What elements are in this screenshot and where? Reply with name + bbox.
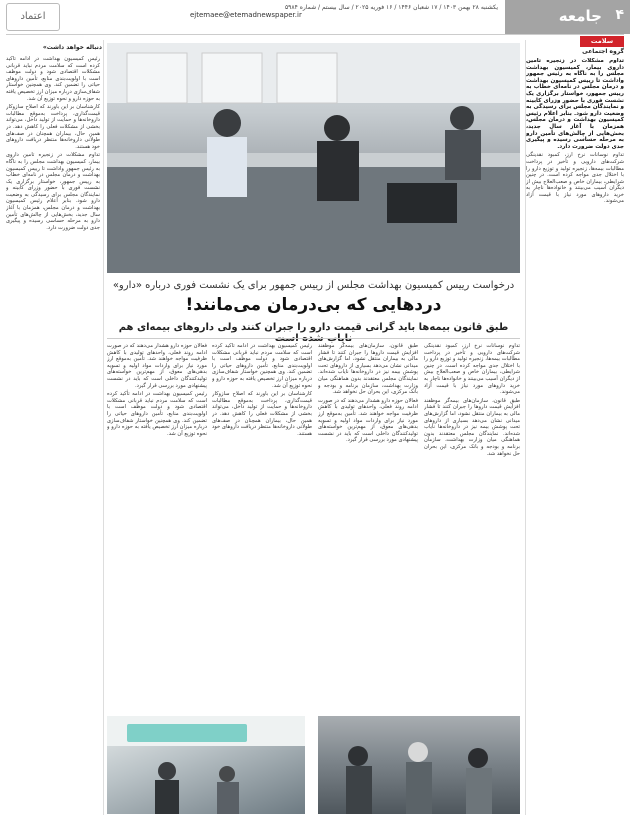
queue-photo	[318, 716, 520, 814]
issue-info: یکشنبه ۲۸ بهمن ۱۴۰۳ / ۱۷ شعبان ۱۴۴۶ / ۱۶ فوریه ۲۰۲۵ / سال بیستم / شماره ۵۹۸۴	[284, 4, 498, 11]
paragraph: کارشناسان بر این باورند که اصلاح سازوکار قیمت‌گذاری، پرداخت به‌موقع مطالبات داروخانه‌ها و حمایت از تولید داخل، می‌تواند بخشی از مشکلات فعلی را کاهش دهد. در همین حال، بیماران همچنان در صف‌های طولانی داروخانه‌ها منتظر دریافت داروهای خود هستند.	[6, 104, 100, 150]
article-kicker: درخواست رییس کمیسیون بهداشت مجلس از رییس جمهور برای یک نشست فوری درباره «دارو»	[112, 280, 515, 291]
left-column-label: دنباله خواهد داشت»	[42, 44, 102, 51]
paragraph: فعالان حوزه دارو هشدار می‌دهند که در صورت ادامه روند فعلی، واحدهای تولیدی با کاهش ظرفیت مواجه خواهند شد. تأمین به‌موقع ارز مورد نیاز برای واردات مواد اولیه و تسویه بدهی‌های معوق، از مهم‌ترین خواسته‌های تولیدکنندگان داخلی است که باید در نشست پیشنهادی مورد بررسی قرار گیرد.	[107, 343, 207, 389]
middle-right-column	[318, 343, 418, 713]
office-scene-illustration	[107, 43, 520, 273]
paragraph: تداوم مشکلات در زنجیره تامین داروی بیمار، کمیسیون بهداشت مجلس را به ناگاه به رئیس جمهور واداشت تا رییس کمیسیون بهداشت و درمان مجلس در نامه‌ای خطاب به رییس جمهور، خواستار برگزاری یک نشست فوری با حضور وزرای کابینه و نمایندگان مجلس برای رسیدگی به وضعیت دارو شود. بنابر اعلام رئیس کمیسیون بهداشت و درمان مجلس، همزمان با آغاز سال جدید، بخش‌هایی از چالش‌های تأمین دارو به مرحله حساسی رسیده و پیگیری جدی دولت ضرورت دارد.	[6, 152, 100, 231]
paragraph: طبق قانون، سازمان‌های بیمه‌گر موظفند افزایش قیمت داروها را جبران کنند تا فشار مالی به بیماران منتقل نشود، اما گزارش‌های میدانی نشان می‌دهد بسیاری از داروهای تحت پوشش بیمه نیز در داروخانه‌ها نایاب شده‌اند. نمایندگان مجلس معتقدند بدون هماهنگی میان وزارت بهداشت، سازمان برنامه و بودجه و بانک مرکزی، این بحران حل نخواهد شد.	[424, 397, 520, 457]
header-rule	[6, 34, 624, 35]
inner-right-column	[424, 343, 520, 713]
column-divider	[103, 40, 104, 815]
paragraph: طبق قانون، سازمان‌های بیمه‌گر موظفند افزایش قیمت داروها را جبران کنند تا فشار مالی به بیماران منتقل نشود، اما گزارش‌های میدانی نشان می‌دهد بسیاری از داروهای تحت پوشش بیمه نیز در داروخانه‌ها نایاب شده‌اند. نمایندگان مجلس معتقدند بدون هماهنگی میان وزارت بهداشت، سازمان برنامه و بودجه و بانک مرکزی، این بحران حل نخواهد شد.	[318, 343, 418, 396]
inner-left-column	[107, 343, 207, 713]
main-photo	[107, 43, 520, 273]
paragraph: فعالان حوزه دارو هشدار می‌دهند که در صورت ادامه روند فعلی، واحدهای تولیدی با کاهش ظرفیت مواجه خواهند شد. تأمین به‌موقع ارز مورد نیاز برای واردات مواد اولیه و تسویه بدهی‌های معوق، از مهم‌ترین خواسته‌های تولیدکنندگان داخلی است که باید در نشست پیشنهادی مورد بررسی قرار گیرد.	[318, 397, 418, 444]
column-divider	[525, 40, 526, 815]
section-label: جامعه	[558, 7, 602, 25]
paragraph: رئیس کمیسیون بهداشت در ادامه تأکید کرده است که سلامت مردم نباید قربانی مشکلات اقتصادی شود و دولت موظف است با اولویت‌بندی منابع، تأمین داروهای حیاتی را تضمین کند. وی همچنین خواستار شفاف‌سازی درباره میزان ارز تخصیص یافته به حوزه دارو و نحوه توزیع آن شد.	[6, 56, 100, 102]
subsection-tag: سلامت	[580, 36, 624, 47]
paragraph: تداوم نوسانات نرخ ارز، کمبود نقدینگی شرکت‌های دارویی و تأخیر در پرداخت مطالبات بیمه‌ها، زنجیره تولید و توزیع دارو را با اختلال جدی مواجه کرده است. در چنین شرایطی، بیماران خاص و صعب‌العلاج بیش از دیگران آسیب می‌بینند و خانواده‌ها ناچار به خرید داروهای مورد نیاز با قیمت آزاد می‌شوند.	[424, 343, 520, 396]
middle-left-column	[212, 343, 312, 713]
paragraph: تداوم مشکلات در زنجیره تامین داروی بیمار، کمیسیون بهداشت مجلس را به ناگاه به رئیس جمهور واداشت تا رییس کمیسیون بهداشت و درمان مجلس در نامه‌ای خطاب به رییس جمهور، خواستار برگزاری یک نشست فوری با حضور وزرای کابینه و نمایندگان مجلس برای رسیدگی به وضعیت دارو شود. بنابر اعلام رئیس کمیسیون بهداشت و درمان مجلس، همزمان با آغاز سال جدید، بخش‌هایی از چالش‌های تأمین دارو به مرحله حساسی رسیده و پیگیری جدی دولت ضرورت دارد.	[526, 58, 624, 150]
paragraph: رئیس کمیسیون بهداشت در ادامه تأکید کرده است که سلامت مردم نباید قربانی مشکلات اقتصادی شود و دولت موظف است با اولویت‌بندی منابع، تأمین داروهای حیاتی را تضمین کند. وی همچنین خواستار شفاف‌سازی درباره میزان ارز تخصیص یافته به حوزه دارو و نحوه توزیع آن شد.	[107, 391, 207, 437]
section-title	[505, 0, 630, 34]
pharmacy-photo	[107, 716, 305, 814]
left-column	[6, 56, 100, 813]
article-author: گروه اجتماعی	[582, 48, 624, 55]
article-subhead: طبق قانون بیمه‌ها باید گرانی قیمت دارو را جبران کنند ولی داروهای بیمه‌ای هم	[118, 322, 509, 333]
article-headline: دردهایی که بی‌درمان می‌مانند!	[185, 295, 442, 315]
paragraph: رئیس کمیسیون بهداشت در ادامه تأکید کرده است که سلامت مردم نباید قربانی مشکلات اقتصادی شود و دولت موظف است با اولویت‌بندی منابع، تأمین داروهای حیاتی را تضمین کند. وی همچنین خواستار شفاف‌سازی درباره میزان ارز تخصیص یافته به حوزه دارو و نحوه توزیع آن شد.	[212, 343, 312, 389]
paragraph: تداوم نوسانات نرخ ارز، کمبود نقدینگی شرکت‌های دارویی و تأخیر در پرداخت مطالبات بیمه‌ها، زنجیره تولید و توزیع دارو را با اختلال جدی مواجه کرده است. در چنین شرایطی، بیماران خاص و صعب‌العلاج بیش از دیگران آسیب می‌بینند و خانواده‌ها ناچار به خرید داروهای مورد نیاز با قیمت آزاد می‌شوند.	[526, 152, 624, 205]
top-bar	[0, 0, 630, 34]
newspaper-logo: اعتماد	[6, 3, 60, 31]
right-column	[526, 58, 624, 813]
paragraph: کارشناسان بر این باورند که اصلاح سازوکار قیمت‌گذاری، پرداخت به‌موقع مطالبات داروخانه‌ها و حمایت از تولید داخل، می‌تواند بخشی از مشکلات فعلی را کاهش دهد. در همین حال، بیماران همچنان در صف‌های طولانی داروخانه‌ها منتظر دریافت داروهای خود هستند.	[212, 391, 312, 437]
pharmacy-illustration	[107, 716, 305, 814]
email-address[interactable]: ejtemaee@etemadnewspaper.ir	[190, 11, 302, 19]
headline-rule	[107, 338, 520, 339]
queue-illustration	[318, 716, 520, 814]
page-number: ۴	[615, 7, 624, 23]
